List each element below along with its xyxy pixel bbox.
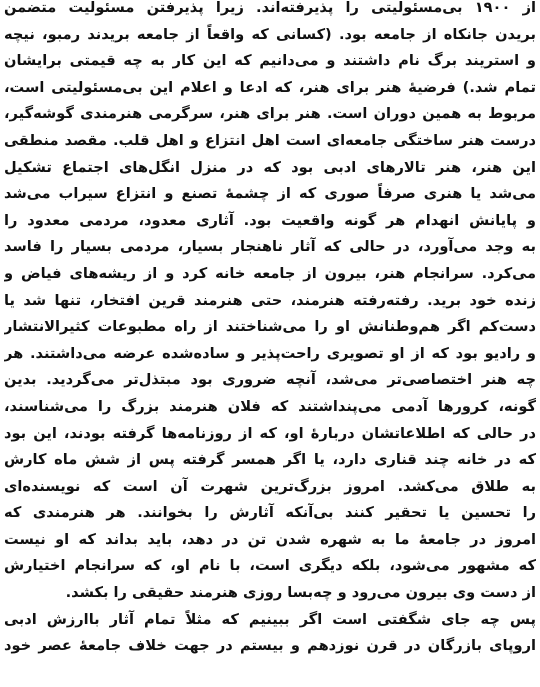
text-line: امروز در جامعهٔ ما به شهره شدن تن در دهد، باید بداند که او نیست — [4, 530, 536, 548]
text-line: پس چه جای شگفتی است اگر ببینیم که مثلاً تمام آثار باارزش ادبی — [4, 610, 536, 628]
text-line: را تحسین یا تحقیر کنند بی‌آنکه آثارش را بخوانند. هر هنرمندی که — [4, 504, 536, 522]
text-line: دست‌کم اگر هم‌وطنانش او را می‌شناختند از راه مطبوعات کثیرالانتشار — [4, 318, 536, 336]
text-line: می‌کرد. سرانجام هنر، بیرون از جامعه خانه کرد و از ریشه‌های فیاض و — [4, 264, 536, 282]
text-line: از دست وی بیرون می‌رود و چه‌بسا روزی هنرمند حقیقی را بکشد. — [65, 584, 536, 602]
text-line: زنده خود برید. رفته‌رفته هنرمند، حتی هنرمند قرین افتخار، تنها شد یا — [4, 291, 536, 309]
text-line: گونه، کرورها آدمی می‌پنداشتند که فلان هنرمند بزرگ را می‌شناسند، — [4, 397, 536, 415]
text-line: به وجد می‌آورد، در حالی که آثار ناهنجار بسیار، مردمی بسیار را فاسد — [4, 238, 536, 256]
text-line: این هنر، هنر تالارهای ادبی بود که در منزل انگل‌های اجتماع تشکیل — [4, 158, 536, 176]
text-line: و رادیو بود که از او تصویری راحت‌پذیر و ساده‌شده عرضه می‌داشتند. هر — [4, 344, 536, 362]
text-line: چه هنر اختصاصی‌تر می‌شد، آنچه ضروری بود مبتذل‌تر می‌گردید. بدین — [4, 371, 536, 389]
body-text — [4, 0, 536, 660]
text-line: درست هنر ساختگی جامعه‌ای است اهل انتزاع و اهل قلب. مقصد منطقی — [4, 131, 536, 149]
text-line: مربوط به همین دوران است. هنر برای هنر، سرگرمی هنرمندی گوشه‌گیر، — [4, 105, 536, 123]
text-line: که در خانه چند قناری دارد، یا اگر همسر گرفته پس از شش ماه کارش — [4, 451, 536, 469]
text-line: تمام شد.) فرضیهٔ هنر برای هنر، که ادعا و اعلام این بی‌مسئولیتی است، — [4, 78, 536, 96]
text-line: از ۱۹۰۰ بی‌مسئولیتی را پذیرفته‌اند. زیرا پذیرفتن مسئولیت متضمن — [4, 0, 536, 16]
text-line: که مشهور می‌شود، بلکه دیگری است، با نام او، که سرانجام اختیارش — [4, 557, 536, 575]
text-line: بریدن جانکاه از جامعه بود. (کسانی که واقعاً از جامعه بریدند رمبو، نیچه — [4, 25, 536, 43]
text-line: به طلاق می‌کشد. امروز بزرگ‌ترین شهرت آن است که نویسنده‌ای — [4, 477, 536, 495]
text-line: و استریند برگ نام داشتند و می‌دانیم که این کار به چه قیمتی برایشان — [4, 52, 536, 70]
text-line: در حالی که اطلاعاتشان دربارهٔ او، که از روزنامه‌ها گرفته بودند، این بود — [4, 424, 536, 442]
text-line: می‌شد یا هنری صرفاً صوری که از چشمهٔ تصنع و انتزاع سیراب می‌شد — [4, 185, 536, 203]
text-line: اروپای بازرگان در قرن نوزدهم و بیستم در جهت خلاف جامعهٔ عصر خود — [4, 637, 536, 655]
text-line: و پایانش انهدام هر گونه واقعیت بود. آثاری معدود، مردمی معدود را — [4, 211, 536, 229]
